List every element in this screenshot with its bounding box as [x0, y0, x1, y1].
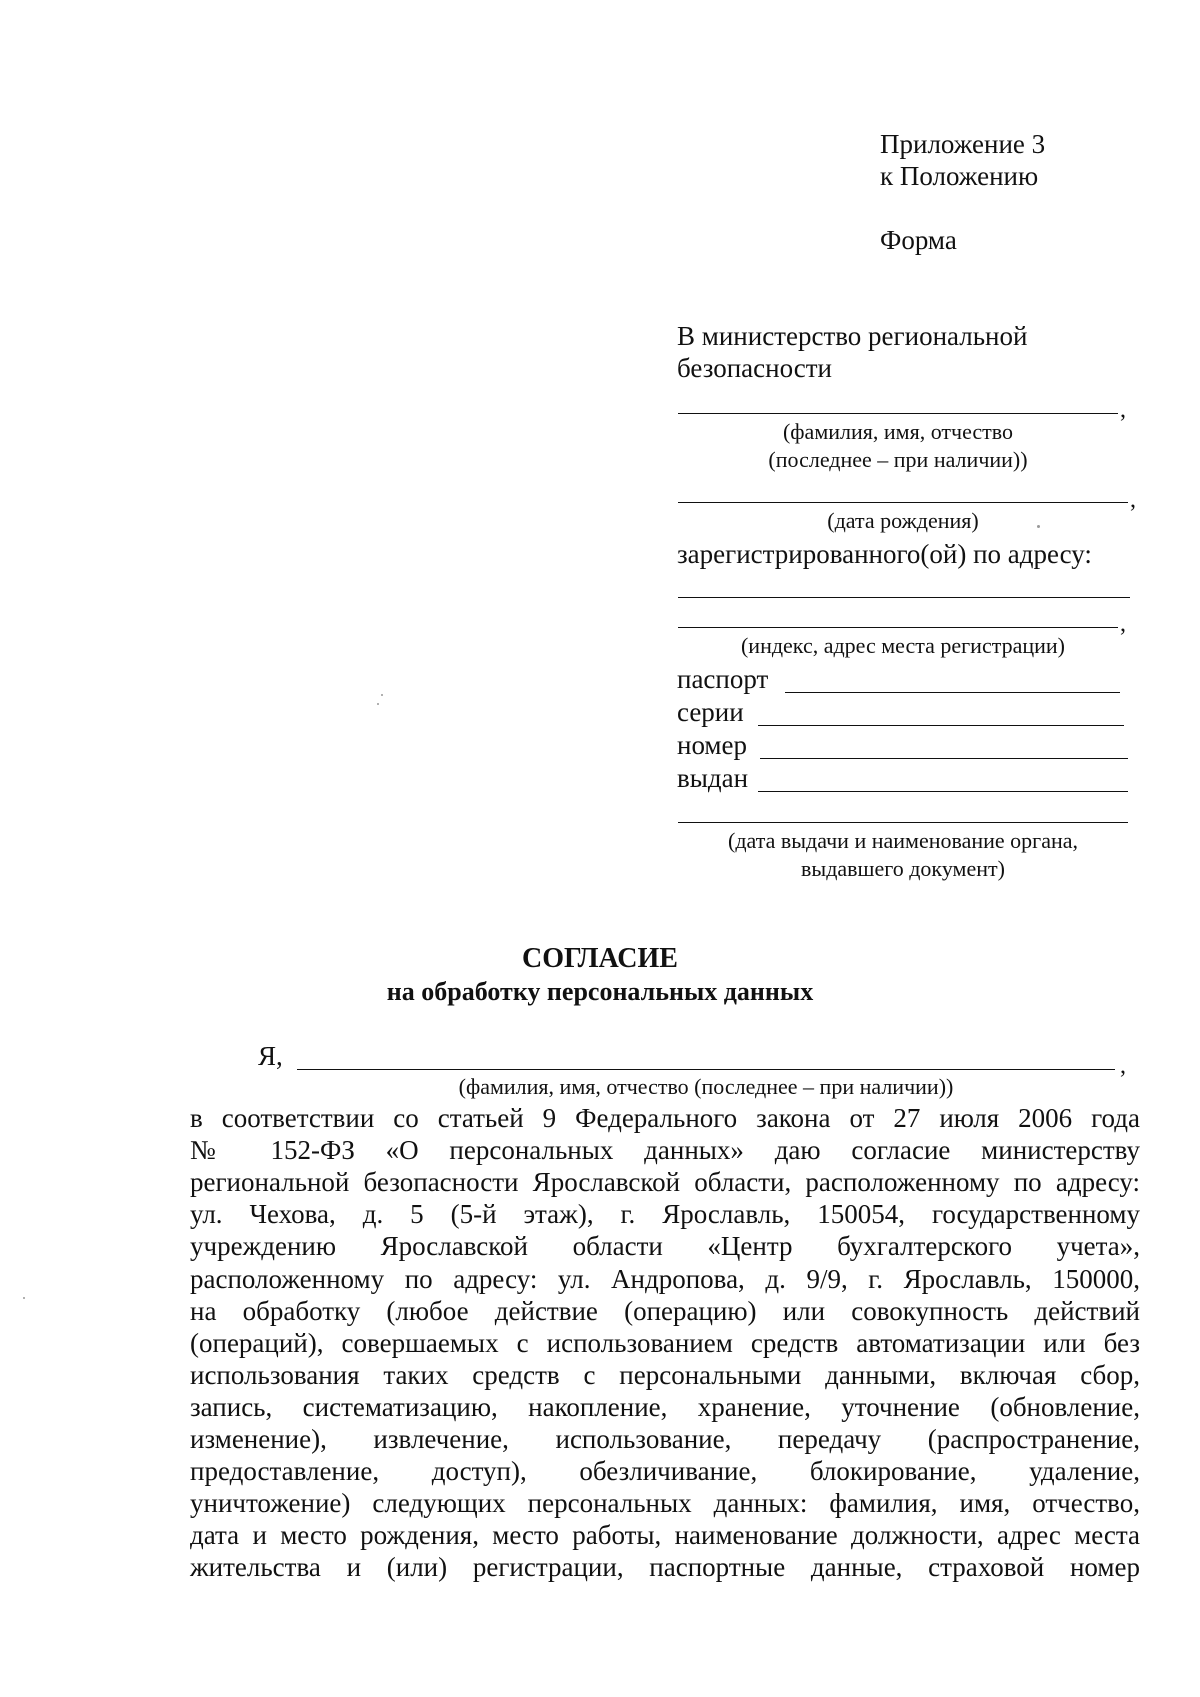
consent-body-line: жительства и (или) регистрации, паспортные данные, страховой номер [190, 1552, 1140, 1583]
consent-body-line: дата и место рождения, место работы, наименование должности, адрес места [190, 1520, 1140, 1551]
i-label: Я, [258, 1041, 283, 1071]
regulation-label: к Положению [880, 161, 1039, 191]
fio-hint-1: (фамилия, имя, отчество [782, 419, 1014, 444]
series-field-line[interactable] [758, 725, 1124, 726]
series-label: серии [677, 697, 744, 727]
document-page: Приложение 3 к Положению Форма В министерство региональной безопасности , (фамилия, имя, отчество (последнее – при наличии)) , (дата рождения) зарегистрированного(ой) по адресу: , (индекс, адрес места регистрации) паспорт серии номер выдан (дата выдачи и наименование органа, выдавшего документ) СОГЛАСИЕ на обработку персональных данных Я, , (фамилия, имя, отчество (последнее – при наличии)) в соответствии со статьей 9 Федерального закона от 27 июля 2006 года № 152-ФЗ «О персональных данных» даю согласие министерству региональной безопасности Ярославской области, расположенному по адресу: ул. Чехова, д. 5 (5-й этаж), г. Ярославль, 150054, государственному учреждению Ярославской области «Центр бухгалтерского учета», расположенному по адресу: ул. Андропова, д. 9/9, г. Ярославль, 150000, на обработку (любое действие (операцию) или совокупность действий (операций), совершаемых с использованием средств автоматизации или без использования таких средств с персональными данными, включая сбор, запись, систематизацию, накопление, хранение, уточнение (обновление, изменение), извлечение, использование, передачу (распространение, предоставление, доступ), обезличивание, блокирование, удаление, уничтожение) следующих персональных данных: фамилия, имя, отчество, дата и место рождения, место работы, наименование должности, адрес места жительства и (или) регистрации, паспортные данные, страховой номер [0, 0, 1200, 1697]
passport-field-line[interactable] [785, 692, 1120, 693]
form-label: Форма [880, 225, 957, 255]
consent-body-line: в соответствии со статьей 9 Федерального закона от 27 июля 2006 года [190, 1103, 1140, 1133]
passport-label: паспорт [677, 664, 769, 694]
consent-body-line: региональной безопасности Ярославской области, расположенному по адресу: [190, 1167, 1140, 1198]
consent-body-line: расположенному по адресу: ул. Андропова, д. 9/9, г. Ярославль, 150000, [190, 1263, 1140, 1294]
address-field-line-1[interactable] [678, 597, 1130, 598]
consent-body-line: уничтожение) следующих персональных данных: фамилия, имя, отчество, [190, 1488, 1140, 1519]
addressee-line-2: безопасности [677, 353, 832, 383]
appendix-label: Приложение 3 [880, 129, 1046, 159]
number-field-line[interactable] [760, 758, 1128, 759]
address-hint: (индекс, адрес места регистрации) [740, 633, 1066, 658]
birth-date-field-line[interactable] [678, 502, 1128, 503]
issued-label: выдан [677, 763, 749, 793]
applicant-name-field-line[interactable] [297, 1069, 1115, 1070]
document-title: СОГЛАСИЕ [522, 943, 678, 974]
fio-hint-2: (последнее – при наличии)) [768, 447, 1028, 472]
consent-body-line: использования таких средств с персональными данными, включая сбор, [190, 1359, 1140, 1390]
issue-hint-1: (дата выдачи и наименование органа, [728, 828, 1078, 853]
consent-body-line: учреждению Ярославской области «Центр бухгалтерского учета», [190, 1231, 1140, 1262]
birth-date-hint: (дата рождения) [827, 508, 979, 533]
document-subtitle: на обработку персональных данных [386, 977, 814, 1006]
fio-field-line[interactable] [678, 413, 1118, 414]
address-field-line-2[interactable] [678, 627, 1118, 628]
issue-hint-2: выдавшего документ) [801, 856, 1005, 881]
consent-body-line: № 152-ФЗ «О персональных данных» даю согласие министерству [190, 1135, 1140, 1166]
consent-body-line: изменение), извлечение, использование, передачу (распространение, [190, 1424, 1140, 1454]
issued-field-line[interactable] [758, 791, 1128, 792]
registered-address-label: зарегистрированного(ой) по адресу: [677, 539, 1092, 569]
issue-details-field-line[interactable] [678, 822, 1128, 823]
applicant-name-hint: (фамилия, имя, отчество (последнее – при наличии)) [458, 1074, 954, 1099]
consent-body-line: запись, систематизацию, накопление, хранение, уточнение (обновление, [190, 1391, 1140, 1422]
consent-body-line: на обработку (любое действие (операцию) или совокупность действий [190, 1295, 1140, 1326]
addressee-line-1: В министерство региональной [677, 321, 1028, 351]
number-label: номер [677, 730, 748, 760]
consent-body-line: ул. Чехова, д. 5 (5-й этаж), г. Ярославль, 150054, государственному [190, 1199, 1140, 1230]
consent-body-line: (операций), совершаемых с использованием средств автоматизации или без [190, 1327, 1140, 1358]
consent-body-line: предоставление, доступ), обезличивание, блокирование, удаление, [190, 1456, 1140, 1487]
